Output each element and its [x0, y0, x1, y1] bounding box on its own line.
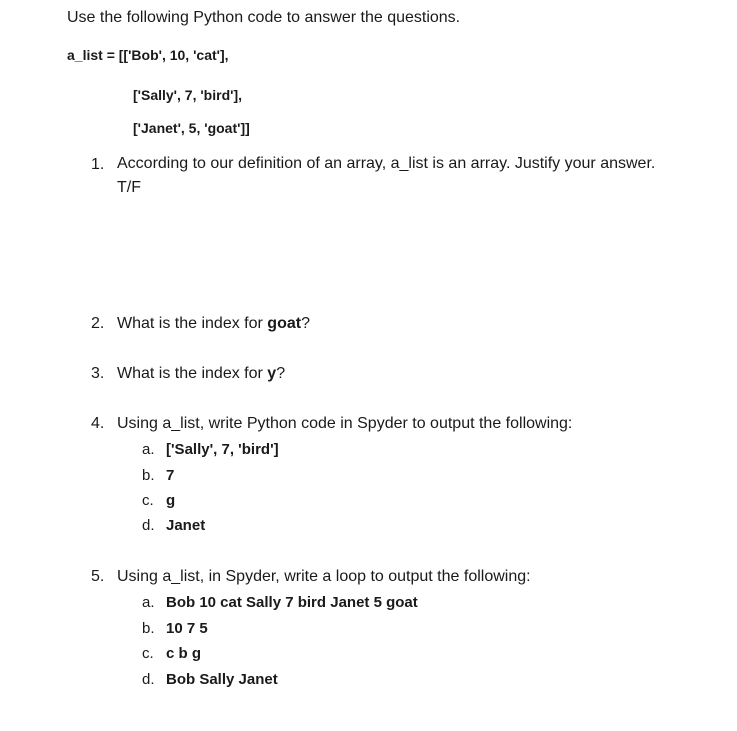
- q5-item-c-text: c b g: [166, 645, 202, 662]
- q5-item-c-letter: c.: [142, 645, 154, 662]
- question-4-text: Using a_list, write Python code in Spyder to output the following:: [117, 415, 573, 432]
- question-4-number: 4.: [91, 415, 105, 432]
- q4-item-b-text: 7: [166, 467, 175, 484]
- question-2-suffix: ?: [301, 315, 310, 332]
- question-2-number: 2.: [91, 315, 105, 332]
- q5-item-b-letter: b.: [142, 620, 155, 637]
- q4-item-a-letter: a.: [142, 441, 155, 458]
- intro-text: Use the following Python code to answer the questions.: [67, 9, 461, 26]
- q5-item-d-letter: d.: [142, 671, 155, 688]
- q5-item-a-letter: a.: [142, 594, 155, 611]
- q4-item-c-letter: c.: [142, 492, 154, 509]
- question-2-prefix: What is the index for: [117, 315, 268, 332]
- question-1-text: According to our definition of an array, a_list is an array. Justify your answer. T/F: [117, 155, 656, 196]
- q5-item-d-text: Bob Sally Janet: [166, 671, 278, 688]
- question-2-bold-term: goat: [267, 315, 302, 332]
- question-3-bold-term: y: [267, 365, 277, 382]
- code-line-3: ['Janet', 5, 'goat']]: [133, 120, 250, 136]
- q4-item-d-text: Janet: [166, 517, 206, 534]
- q4-item-d-letter: d.: [142, 517, 155, 534]
- question-5-number: 5.: [91, 568, 105, 585]
- question-3-prefix: What is the index for: [117, 365, 268, 382]
- code-line-2: ['Sally', 7, 'bird'],: [133, 87, 243, 103]
- question-3-number: 3.: [91, 365, 105, 382]
- q5-item-b-text: 10 7 5: [166, 620, 208, 637]
- question-5-text: Using a_list, in Spyder, write a loop to output the following:: [117, 568, 531, 585]
- q5-item-a-text: Bob 10 cat Sally 7 bird Janet 5 goat: [166, 594, 418, 611]
- question-3-text: [117, 362, 677, 386]
- q4-item-c-text: g: [166, 492, 176, 509]
- question-2-text: [117, 312, 677, 336]
- q4-item-a-text: ['Sally', 7, 'bird']: [166, 441, 279, 458]
- question-1-number: 1.: [91, 156, 105, 173]
- code-line-1: a_list = [['Bob', 10, 'cat'],: [67, 47, 229, 63]
- question-3-suffix: ?: [276, 365, 286, 382]
- q4-item-b-letter: b.: [142, 467, 155, 484]
